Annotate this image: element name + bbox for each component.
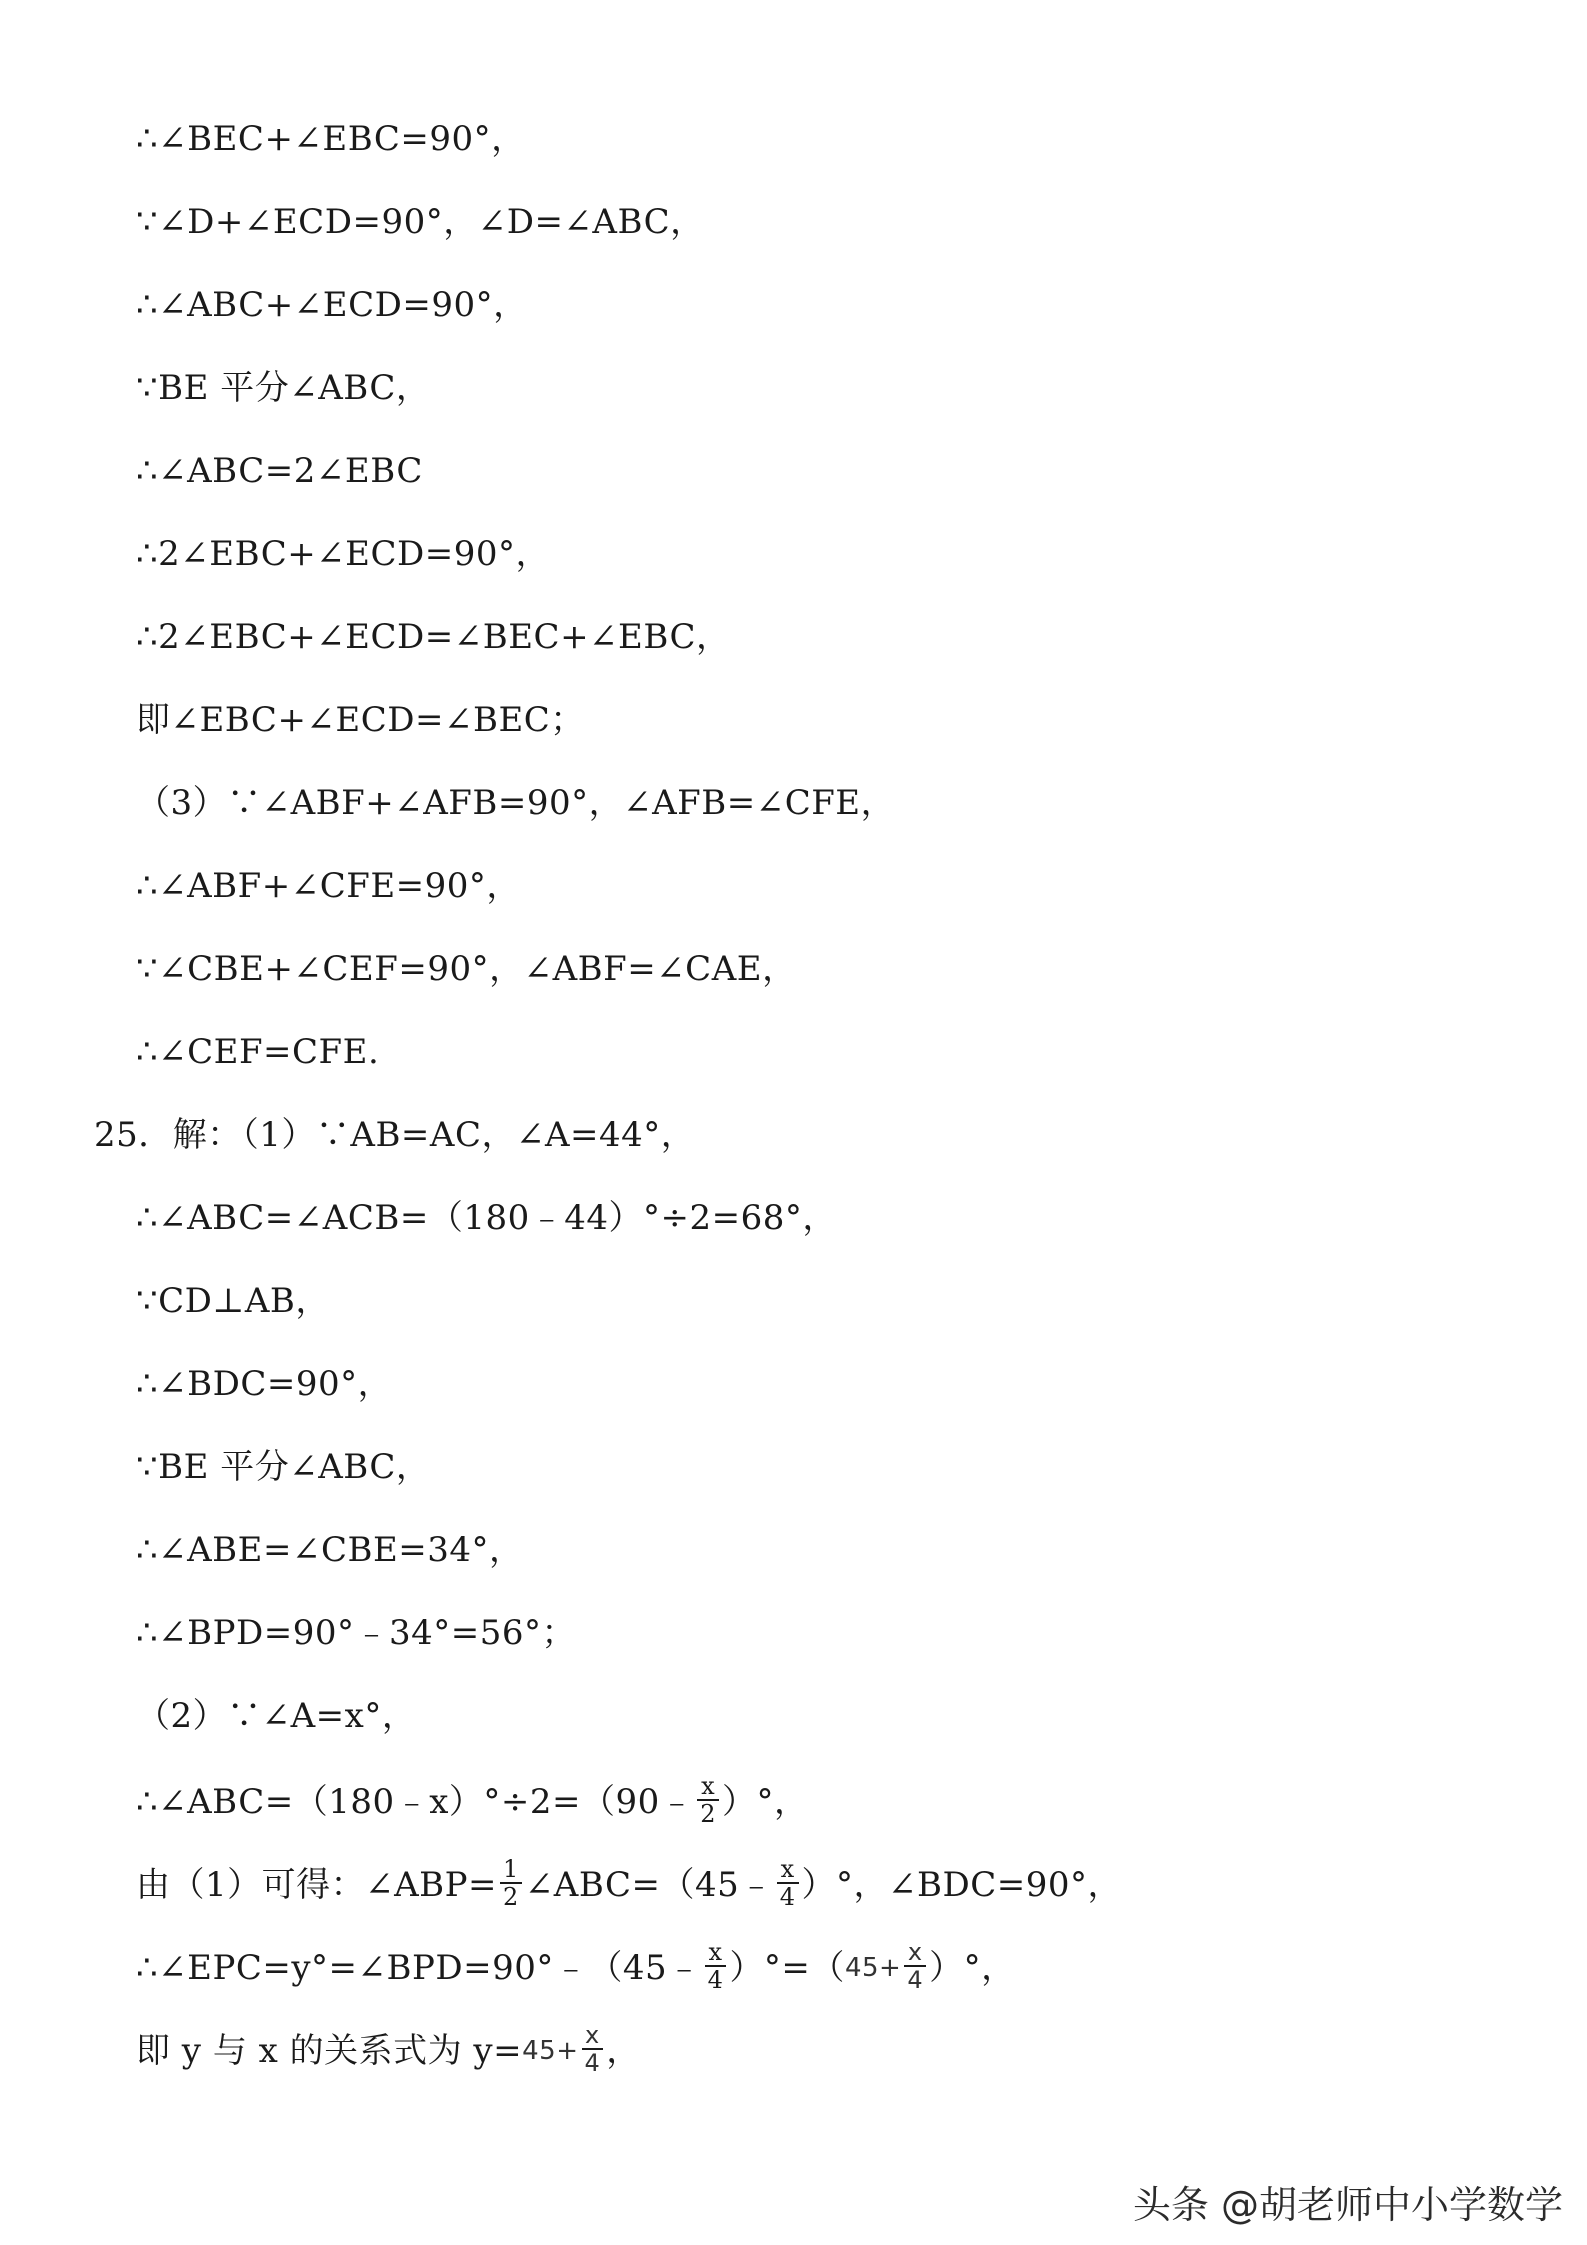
text-segment: ， xyxy=(606,2031,641,2071)
expression-image-text: 45+ xyxy=(522,2036,579,2066)
question-heading-line: 25．解：（1）∵AB=AC，∠A=44°， xyxy=(94,1115,696,1155)
text-segment: 由（1）可得：∠ABP= xyxy=(136,1865,498,1905)
solution-line: ∴∠BEC+∠EBC=90°， xyxy=(136,119,526,159)
fraction-denominator: 2 xyxy=(503,1883,519,1911)
solution-line: ∴∠BPD=90°﹣34°=56°； xyxy=(136,1613,577,1653)
solution-line: ∴∠ABE=∠CBE=34°， xyxy=(136,1530,524,1570)
solution-line: ∵∠D+∠ECD=90°，∠D=∠ABC， xyxy=(136,202,705,242)
fraction-numerator: x xyxy=(582,2022,604,2050)
text-segment: ∴∠EPC=y°=∠BPD=90°﹣（45﹣ xyxy=(136,1948,702,1988)
solution-line: ∴∠BDC=90°， xyxy=(136,1364,393,1404)
solution-line: ∵CD⊥AB， xyxy=(136,1281,330,1321)
text-segment: ）°， xyxy=(929,1948,1016,1988)
fraction xyxy=(904,1939,926,1993)
solution-line: ∴∠ABC=2∠EBC xyxy=(136,451,423,491)
solution-line: ∴∠ABC+∠ECD=90°， xyxy=(136,285,528,325)
solution-line: ∴∠ABF+∠CFE=90°， xyxy=(136,866,521,906)
solution-line: ∵BE 平分∠ABC， xyxy=(136,368,431,408)
solution-line: ∴∠CEF=CFE. xyxy=(136,1032,380,1072)
text-segment: 即 y 与 x 的关系式为 y= xyxy=(136,2031,523,2071)
fraction-numerator: 1 xyxy=(500,1856,522,1884)
text-segment: ）°，∠BDC=90°， xyxy=(801,1865,1123,1905)
text-segment: ∠ABC=（45﹣ xyxy=(524,1865,774,1905)
expression-image-text: 45+ xyxy=(844,1953,902,1983)
solution-line: 即∠EBC+∠ECD=∠BEC； xyxy=(136,700,585,740)
fraction-numerator: x xyxy=(697,1773,719,1801)
fraction-denominator: 4 xyxy=(779,1883,796,1911)
fraction-numerator: x xyxy=(777,1856,799,1884)
fraction-numerator: x xyxy=(904,1939,926,1967)
fraction-denominator: 4 xyxy=(707,1966,724,1994)
fraction-denominator: 2 xyxy=(700,1800,717,1828)
fraction xyxy=(705,1939,727,1993)
fraction-denominator: 4 xyxy=(584,2049,601,2077)
solution-line-fraction-a xyxy=(136,1772,809,1831)
solution-line-fraction-b xyxy=(136,1855,1123,1914)
solution-line: ∴∠ABC=∠ACB=（180﹣44）°÷2=68°， xyxy=(136,1198,837,1238)
solution-line: （3）∵∠ABF+∠AFB=90°，∠AFB=∠CFE， xyxy=(136,783,896,823)
solution-line-fraction-c xyxy=(136,1938,1016,1997)
solution-line: ∴2∠EBC+∠ECD=∠BEC+∠EBC， xyxy=(136,617,731,657)
text-segment: ）°， xyxy=(722,1782,809,1822)
text-segment: ）°=（ xyxy=(729,1948,845,1988)
fraction xyxy=(777,1856,799,1910)
solution-line: （2）∵∠A=x°， xyxy=(136,1696,417,1736)
solution-line: ∴2∠EBC+∠ECD=90°， xyxy=(136,534,551,574)
fraction xyxy=(697,1773,719,1827)
fraction xyxy=(500,1856,522,1910)
watermark: 头条 @胡老师中小学数学 xyxy=(1132,2183,1563,2227)
text-segment: ∴∠ABC=（180﹣x）°÷2=（90﹣ xyxy=(136,1782,695,1822)
solution-line: ∵BE 平分∠ABC， xyxy=(136,1447,431,1487)
fraction-denominator: 4 xyxy=(907,1966,924,1994)
fraction xyxy=(582,2022,604,2076)
fraction-numerator: x xyxy=(705,1939,727,1967)
solution-line: ∵∠CBE+∠CEF=90°，∠ABF=∠CAE， xyxy=(136,949,797,989)
solution-line-fraction-d xyxy=(136,2021,641,2080)
